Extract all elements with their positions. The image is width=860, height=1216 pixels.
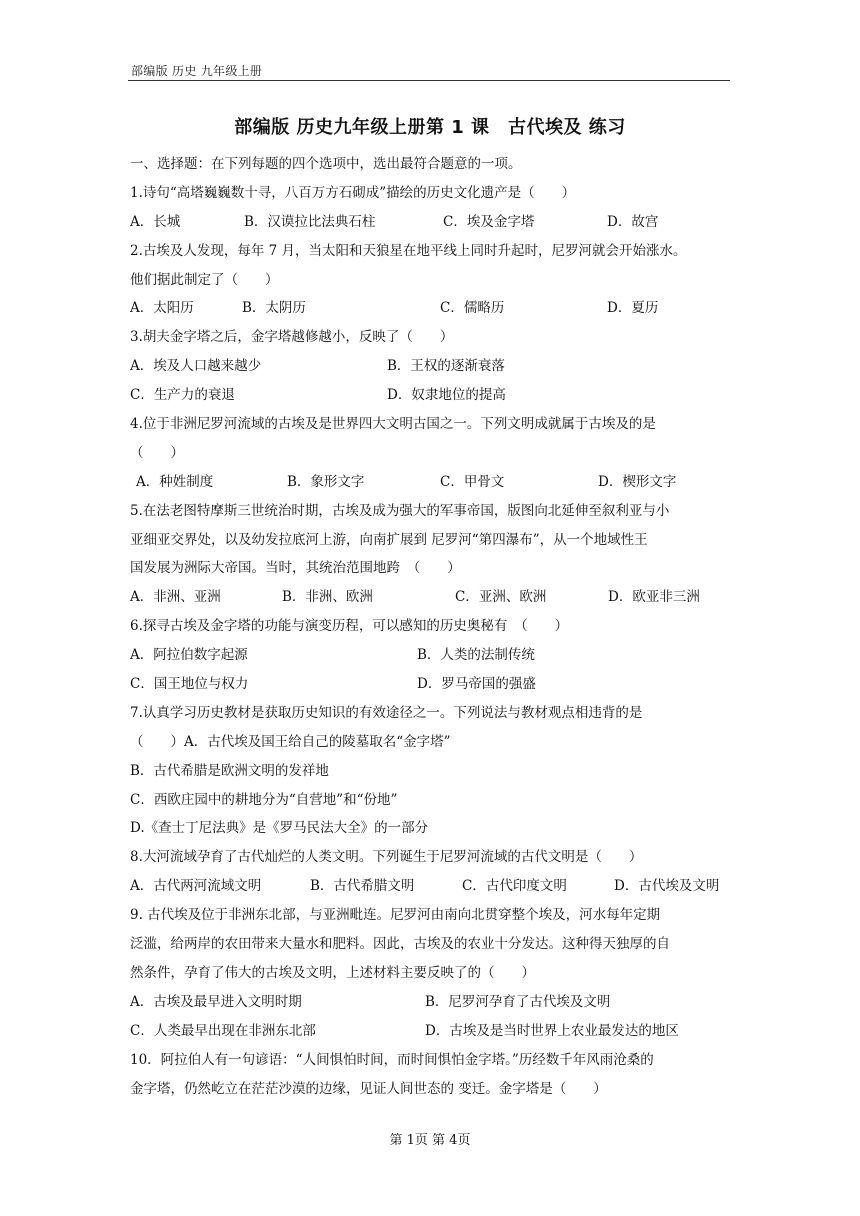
options-row [130,208,735,237]
question-stem: 4.位于非洲尼罗河流域的古埃及是世界四大文明古国之一。下列文明成就属于古埃及的是 [130,416,656,433]
question-stem: 10．阿拉伯人有一句谚语：“人间惧怕时间，而时间惧怕金字塔。”历经数千年风雨沧桑的 [130,1051,654,1068]
option-a: A．太阳历 [130,300,194,317]
section-heading: 一、选择题：在下列每题的四个选项中，选出最符合题意的一项。 [130,156,522,172]
option-c: C．儒略历 [440,300,505,317]
question-9 [130,901,735,1045]
question-stem-cont: 国发展为洲际大帝国。当时，其统治范围地跨 （ ） [130,560,461,577]
option-a: A．古埃及最早进入文明时期 [130,993,302,1010]
options-row [130,352,735,381]
question-stem-cont: 他们据此制定了（ ） [130,271,279,288]
option-b: B．太阴历 [242,300,306,317]
option-a: A．长城 [130,213,181,230]
option-b: B．非洲、欧洲 [282,589,373,606]
option-c: C．亚洲、欧洲 [455,589,547,606]
option-d: D．楔形文字 [598,473,677,490]
option-b: B．汉谟拉比法典石柱 [244,213,376,230]
question-4 [130,410,735,497]
option-a: A．埃及人口越来越少 [130,358,262,375]
option-b: B．人类的法制传统 [417,647,535,664]
question-8 [130,843,735,901]
option-a: A．古代两河流域文明 [130,878,262,895]
options-row [130,583,735,612]
question-6 [130,612,735,699]
document-title: 部编版 历史九年级上册第 1 课 古代埃及 练习 [234,117,626,138]
option-c: C．古代印度文明 [462,878,567,895]
page-footer: 第 1页 第 4页 [389,1133,471,1148]
option-c: C．人类最早出现在非洲东北部 [130,1022,316,1039]
option-d: D．奴隶地位的提高 [387,387,506,404]
option-b: B．古代希腊文明 [310,878,415,895]
header-rule [128,80,730,81]
options-row [130,872,735,901]
question-7 [130,699,735,843]
question-stem: 5.在法老图特摩斯三世统治时期，古埃及成为强大的军事帝国，版图向北延伸至叙利亚与小 [130,502,670,519]
options-row [130,294,735,323]
option-d: D．欧亚非三洲 [608,589,700,606]
question-stem-cont: 金字塔，仍然屹立在茫茫沙漠的边缘，见证人间世态的 变迁。金字塔是（ ） [130,1080,607,1097]
option-c: C．生产力的衰退 [130,387,235,404]
question-stem: 2.古埃及人发现，每年 7 月，当太阳和天狼星在地平线上同时升起时，尼罗河就会开始涨水。 [130,242,687,259]
option-b: B．古代希腊是欧洲文明的发祥地 [130,762,329,779]
option-b: B．象形文字 [287,473,365,490]
options-row [130,468,735,497]
question-stem: 1.诗句“高塔巍巍数十寻，八百万方石砌成”描绘的历史文化遗产是（ ） [130,184,576,201]
option-d: D.《查士丁尼法典》是《罗马民法大全》的一部分 [130,820,429,837]
exercise-content [130,150,735,1103]
option-d: D．古埃及是当时世界上农业最发达的地区 [425,1022,679,1039]
question-stem-cont: （ ）A．古代埃及国王给自己的陵墓取名“金字塔” [130,733,451,750]
question-5 [130,497,735,613]
options-row [130,381,735,410]
option-c: C．甲骨文 [440,473,505,490]
question-10 [130,1046,735,1104]
question-stem: 9. 古代埃及位于非洲东北部，与亚洲毗连。尼罗河由南向北贯穿整个埃及，河水每年定期 [130,907,661,924]
options-row [130,1017,735,1046]
question-stem-cont: 亚细亚交界处，以及幼发拉底河上游，向南扩展到 尼罗河“第四瀑布”，从一个地域性王 [130,531,648,548]
option-d: D．夏历 [607,300,659,317]
question-stem: 6.探寻古埃及金字塔的功能与演变历程，可以感知的历史奥秘有 （ ） [130,618,569,635]
question-3 [130,323,735,410]
option-b: B．尼罗河孕育了古代埃及文明 [425,993,611,1010]
option-c: C．国王地位与权力 [130,676,249,693]
option-d: D．故宫 [607,213,659,230]
option-c: C．西欧庄园中的耕地分为“自营地”和“份地” [130,791,398,808]
option-d: D．古代埃及文明 [614,878,720,895]
question-2 [130,237,735,324]
question-stem-cont: 泛滥，给两岸的农田带来大量水和肥料。因此，古埃及的农业十分发达。这种得天独厚的自 [130,936,670,953]
options-row [130,988,735,1017]
options-row [130,641,735,670]
question-stem: 7.认真学习历史教材是获取历史知识的有效途径之一。下列说法与教材观点相违背的是 [130,704,643,721]
running-header: 部编版 历史 九年级上册 [131,64,263,78]
question-stem-cont: 然条件，孕育了伟大的古埃及文明，上述材料主要反映了的（ ） [130,964,535,981]
option-d: D．罗马帝国的强盛 [417,676,536,693]
option-a: A．非洲、亚洲 [130,589,221,606]
question-stem: 8.大河流域孕育了古代灿烂的人类文明。下列诞生于尼罗河流域的古代文明是（ ） [130,849,643,866]
question-1 [130,179,735,237]
question-stem-cont: （ ） [130,444,184,461]
option-c: C．埃及金字塔 [443,213,535,230]
option-b: B．王权的逐渐衰落 [387,358,505,375]
option-a: A．阿拉伯数字起源 [130,647,248,664]
option-a: A．种姓制度 [136,473,214,490]
question-stem: 3.胡夫金字塔之后，金字塔越修越小，反映了（ ） [130,329,454,346]
options-row [130,670,735,699]
